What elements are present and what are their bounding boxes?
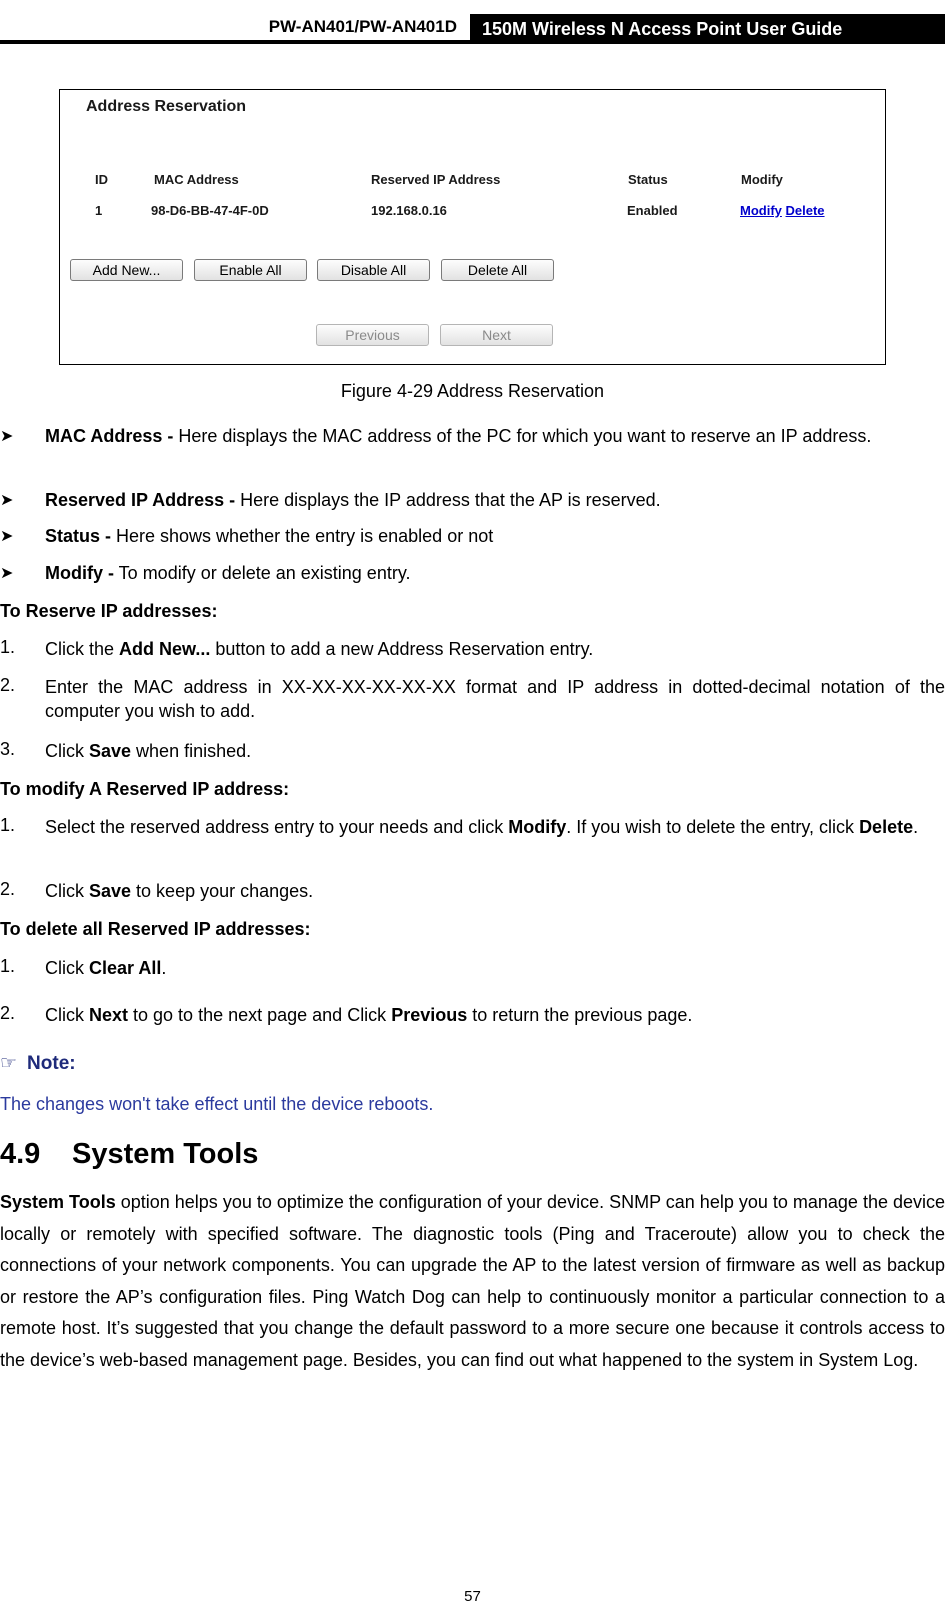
header-guide-title: 150M Wireless N Access Point User Guide	[470, 14, 945, 44]
reserve-step-2: Enter the MAC address in XX-XX-XX-XX-XX-XX format and IP address in dotted-decimal notation of the computer you wish to add.	[45, 677, 945, 721]
header-model: PW-AN401/PW-AN401D	[268, 17, 457, 36]
previous-button[interactable]: Previous	[316, 324, 429, 346]
page-number: 57	[464, 1588, 481, 1605]
step-number: 1.	[0, 956, 16, 976]
step-number: 3.	[0, 739, 16, 759]
step-number: 2.	[0, 675, 16, 695]
modify-link[interactable]: Modify	[740, 203, 782, 218]
modify-heading: To modify A Reserved IP address:	[0, 779, 290, 799]
row-ip: 192.168.0.16	[371, 203, 447, 218]
section-body: System Tools option helps you to optimize the configuration of your device. SNMP can help you to manage the device locally or remotely with specified software. The diagnostic tools (Ping and Traceroute) allow you to check the connections of your network components. You can upgrade the AP to the latest version of firmware as well as backup or restore the AP’s configuration files. Ping Watch Dog can help to continuously monitor a particular connection to a remote host. It’s suggested that you change the default password to a more secure one because it controls access to the device’s web-based management page. Besides, you can find out what happened to the system in System Log.	[0, 1192, 945, 1370]
step-number: 1.	[0, 815, 16, 835]
bullet-reserved-ip: Reserved IP Address - Here displays the IP address that the AP is reserved.	[45, 490, 661, 510]
address-reservation-figure	[59, 89, 886, 365]
modify-step-1: Select the reserved address entry to your needs and click Modify. If you wish to delete the entry, click Delete.	[45, 817, 919, 837]
col-header-modify: Modify	[741, 172, 783, 187]
bullet-arrow-icon: ➤	[0, 565, 14, 582]
col-header-status: Status	[628, 172, 668, 187]
pointing-hand-icon: ☞	[0, 1053, 18, 1074]
col-header-id: ID	[95, 172, 108, 187]
delete-link[interactable]: Delete	[785, 203, 825, 218]
delete-all-heading: To delete all Reserved IP addresses:	[0, 919, 311, 939]
bullet-arrow-icon: ➤	[0, 528, 14, 545]
row-status: Enabled	[627, 203, 678, 218]
delete-all-step-2: Click Next to go to the next page and Click Previous to return the previous page.	[45, 1005, 693, 1025]
reserve-step-1: Click the Add New... button to add a new Address Reservation entry.	[45, 639, 594, 659]
bullet-arrow-icon: ➤	[0, 428, 14, 445]
figure-title: Address Reservation	[86, 98, 247, 115]
delete-all-step-1: Click Clear All.	[45, 958, 167, 978]
col-header-ip: Reserved IP Address	[371, 172, 501, 187]
step-number: 2.	[0, 1003, 16, 1023]
bullet-status: Status - Here shows whether the entry is enabled or not	[45, 526, 494, 546]
modify-step-2: Click Save to keep your changes.	[45, 881, 314, 901]
add-new-button[interactable]: Add New...	[70, 259, 183, 281]
row-mac: 98-D6-BB-47-4F-0D	[151, 203, 269, 218]
reserve-step-3: Click Save when finished.	[45, 741, 252, 761]
enable-all-button[interactable]: Enable All	[194, 259, 307, 281]
disable-all-button[interactable]: Disable All	[317, 259, 430, 281]
bullet-arrow-icon: ➤	[0, 492, 14, 509]
step-number: 1.	[0, 637, 16, 657]
note-heading: ☞ Note:	[0, 1053, 76, 1074]
step-number: 2.	[0, 879, 16, 899]
section-heading: 4.9 System Tools	[0, 1138, 259, 1170]
delete-all-button[interactable]: Delete All	[441, 259, 554, 281]
note-text: The changes won't take effect until the device reboots.	[0, 1094, 434, 1114]
col-header-mac: MAC Address	[154, 172, 239, 187]
header-rule	[0, 40, 470, 44]
bullet-mac-address: MAC Address - Here displays the MAC address of the PC for which you want to reserve an IP address.	[45, 426, 872, 446]
row-id: 1	[95, 203, 103, 218]
reserve-heading: To Reserve IP addresses:	[0, 601, 218, 621]
next-button[interactable]: Next	[440, 324, 553, 346]
bullet-modify: Modify - To modify or delete an existing entry.	[45, 563, 411, 583]
figure-caption: Figure 4-29 Address Reservation	[340, 381, 605, 401]
